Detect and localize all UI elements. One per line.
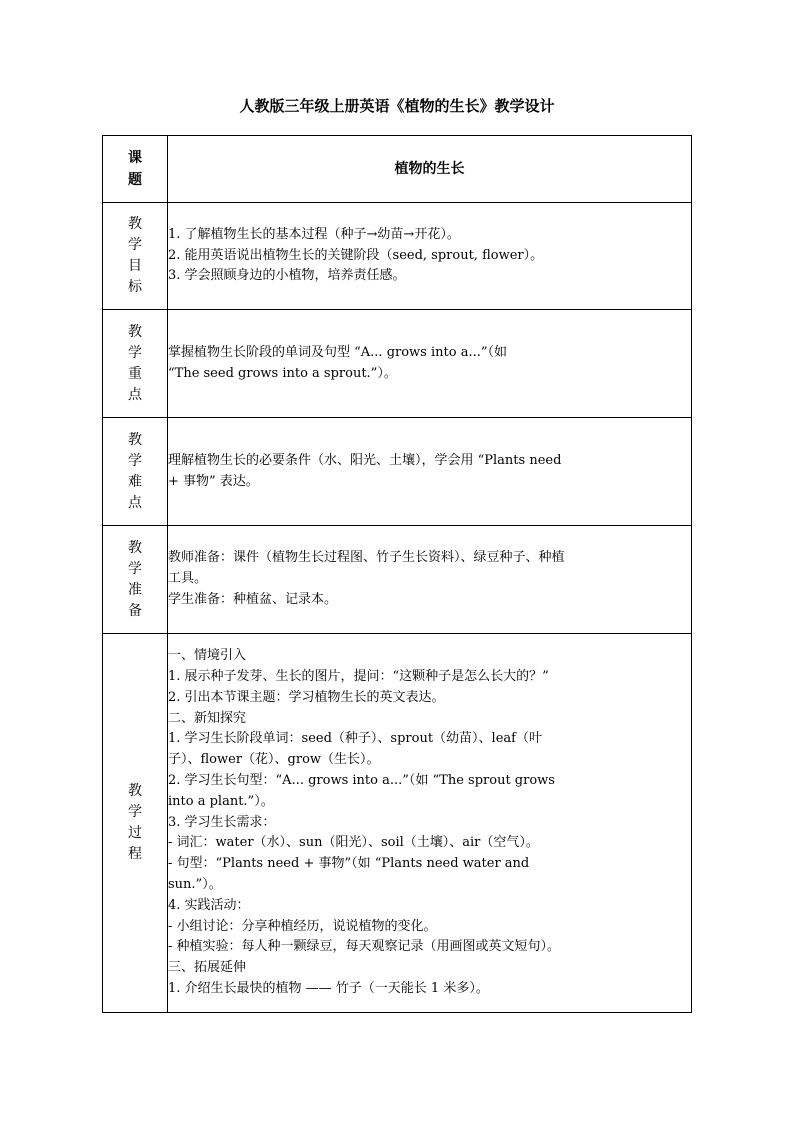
process-section-heading: 二、新知探究 <box>168 710 247 726</box>
preparation-label <box>103 538 167 622</box>
process-line: into a plant.”）。 <box>168 793 274 809</box>
topic-label <box>103 147 167 191</box>
row-difficulties <box>103 418 692 526</box>
key-points-line: 掌握植物生长阶段的单词及句型 “A... grows into a...”（如 <box>168 344 507 360</box>
preparation-content <box>168 526 692 634</box>
process-label-char: 教 <box>128 783 142 799</box>
objectives-label-char: 目 <box>128 258 142 274</box>
lesson-plan-table <box>102 135 692 1013</box>
objectives-label-cell <box>103 203 168 310</box>
preparation-label-char: 教 <box>128 539 142 556</box>
key-points-content <box>168 310 692 418</box>
key-points-label <box>103 322 167 406</box>
process-section-heading: 三、拓展延伸 <box>168 960 247 976</box>
topic-label-char: 题 <box>128 172 142 188</box>
process-line: 4. 实践活动： <box>168 897 250 913</box>
process-content <box>168 634 692 1013</box>
objective-line: 1. 了解植物生长的基本过程（种子→幼苗→开花）。 <box>168 226 460 242</box>
process-label-char: 过 <box>128 825 142 841</box>
row-process <box>103 634 692 1013</box>
difficulties-label-char: 学 <box>128 452 142 469</box>
key-points-label-char: 学 <box>128 344 142 361</box>
row-topic <box>103 136 692 203</box>
objectives-label-char: 教 <box>128 216 142 232</box>
topic-label-char: 课 <box>128 150 142 166</box>
difficulties-label-cell <box>103 418 168 526</box>
difficulties-label <box>103 430 167 514</box>
difficulties-label-char: 点 <box>128 494 142 511</box>
topic-value: 植物的生长 <box>394 161 465 177</box>
process-line: 2. 引出本节课主题：学习植物生长的英文表达。 <box>168 689 445 705</box>
document-title: 人教版三年级上册英语《植物的生长》教学设计 <box>239 97 555 115</box>
objectives-label-char: 标 <box>128 279 142 295</box>
process-label-char: 程 <box>128 846 142 862</box>
preparation-label-char: 学 <box>128 560 142 577</box>
process-label-cell <box>103 634 168 1013</box>
process-line: - 小组讨论：分享种植经历，说说植物的变化。 <box>168 918 437 934</box>
preparation-label-cell <box>103 526 168 634</box>
key-points-label-char: 重 <box>128 365 142 382</box>
row-preparation <box>103 526 692 634</box>
process-line: 1. 介绍生长最快的植物 —— 竹子（一天能长 1 米多）。 <box>168 980 489 996</box>
process-line: 子）、flower（花）、grow（生长）。 <box>168 752 380 768</box>
process-line: - 句型：“Plants need + 事物”（如 “Plants need water and <box>168 856 530 872</box>
process-label <box>103 781 167 865</box>
key-points-label-char: 教 <box>128 323 142 340</box>
process-section-heading: 一、情境引入 <box>168 648 247 664</box>
topic-label-cell <box>103 136 168 203</box>
preparation-line: 工具。 <box>168 571 208 587</box>
difficulties-label-char: 教 <box>128 431 142 448</box>
objectives-label <box>103 214 167 298</box>
row-key-points <box>103 310 692 418</box>
process-line: sun.”）。 <box>168 876 222 892</box>
objectives-label-char: 学 <box>128 237 142 253</box>
process-line: 3. 学习生长需求： <box>168 814 276 830</box>
key-points-label-cell <box>103 310 168 418</box>
key-points-line: “The seed grows into a sprout.”）。 <box>168 365 397 381</box>
difficulties-line: 理解植物生长的必要条件（水、阳光、土壤），学会用 “Plants need <box>168 452 562 468</box>
process-line: 1. 展示种子发芽、生长的图片，提问：“这颗种子是怎么长大的？” <box>168 669 549 685</box>
difficulties-content <box>168 418 692 526</box>
process-line: 2. 学习生长句型：“A... grows into a...”（如 “The sprout grows <box>168 773 555 788</box>
key-points-label-char: 点 <box>128 386 142 403</box>
objective-line: 2. 能用英语说出植物生长的关键阶段（seed, sprout, flower）。 <box>168 247 544 263</box>
process-line: - 词汇：water（水）、sun（阳光）、soil（土壤）、air（空气）。 <box>168 835 539 851</box>
preparation-label-char: 备 <box>128 602 142 619</box>
difficulties-line: + 事物” 表达。 <box>168 473 259 489</box>
process-line: - 种植实验：每人种一颗绿豆，每天观察记录（用画图或英文短句）。 <box>168 939 561 955</box>
difficulties-label-char: 难 <box>128 473 142 490</box>
process-line: 1. 学习生长阶段单词：seed（种子）、sprout（幼苗）、leaf（叶 <box>168 731 542 747</box>
row-objectives <box>103 203 692 310</box>
topic-value-cell <box>168 136 692 203</box>
preparation-label-char: 准 <box>128 581 142 598</box>
objectives-content <box>168 203 692 310</box>
preparation-line: 学生准备：种植盆、记录本。 <box>168 591 338 607</box>
objective-line: 3. 学会照顾身边的小植物，培养责任感。 <box>168 268 406 284</box>
preparation-line: 教师准备：课件（植物生长过程图、竹子生长资料）、绿豆种子、种植 <box>168 550 565 566</box>
process-label-char: 学 <box>128 804 142 820</box>
